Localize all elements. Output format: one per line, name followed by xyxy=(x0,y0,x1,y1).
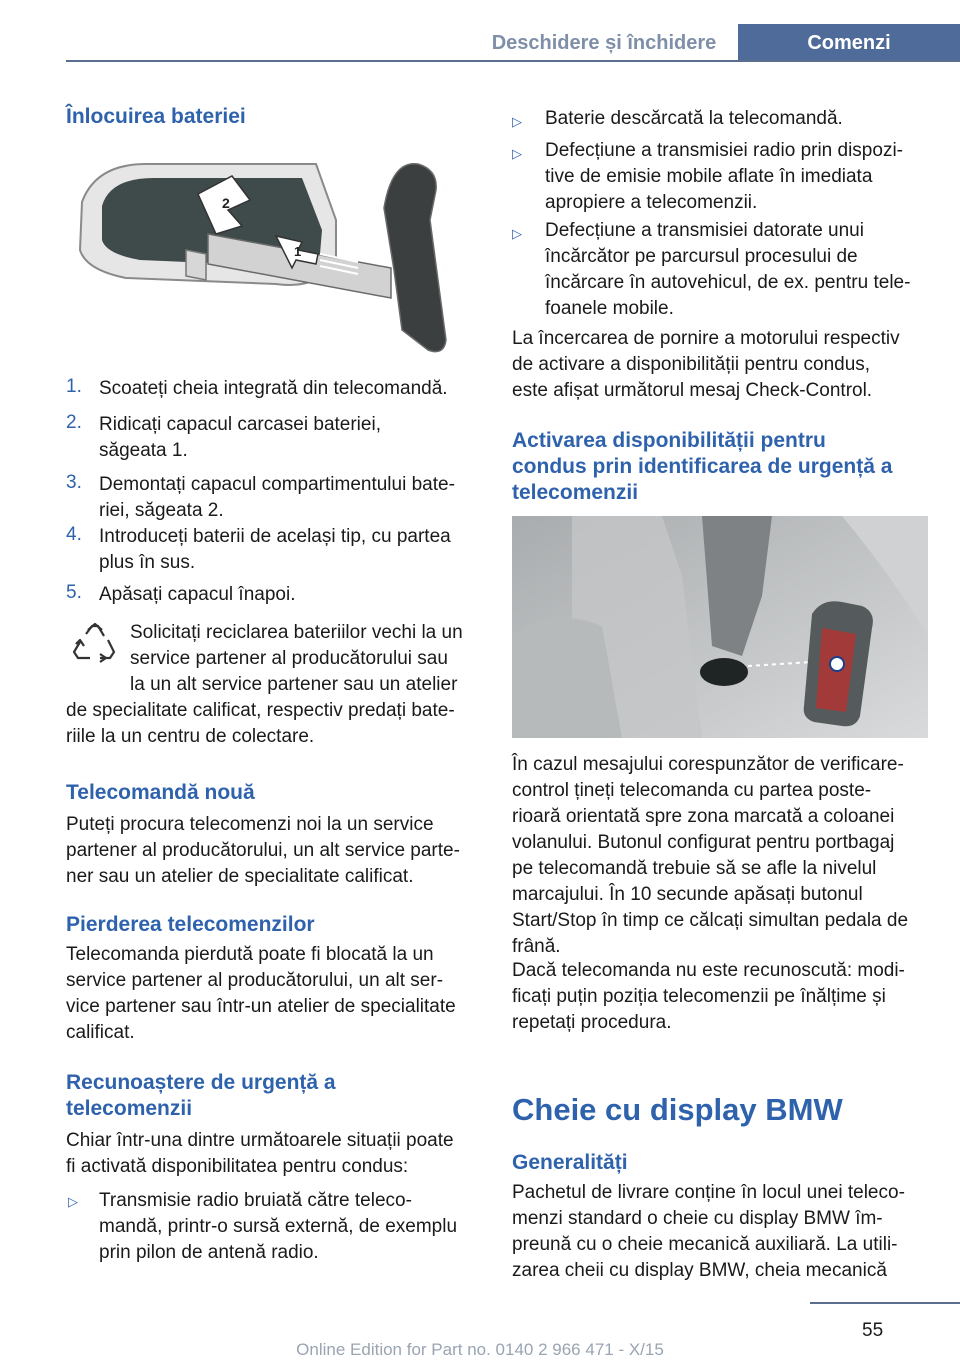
step-text: Introduceți baterii de același tip, cu partea plus în sus. xyxy=(99,526,451,573)
page-number: 55 xyxy=(862,1320,884,1341)
header-section-title: Deschidere și închidere xyxy=(491,32,717,54)
bullet-triangle-icon: ▷ xyxy=(512,146,522,161)
check-control-paragraph: La încercarea de pornire a motorului respectiv de activare a disponibilității pentru condus, este afișat următorul mesaj Check-Control. xyxy=(512,328,900,401)
emergency-detection-text: Chiar într-una dintre următoarele situații poate fi activată disponibilitatea pentru condus: xyxy=(66,1130,454,1177)
bullet-triangle-icon: ▷ xyxy=(512,226,522,241)
bullet-triangle-icon: ▷ xyxy=(512,114,522,129)
step-number: 3. xyxy=(66,472,82,493)
situation-bullet: Baterie descărcată la telecomandă. xyxy=(545,108,843,129)
new-remote-text: Puteți procura telecomenzi noi la un service partener al producătorului, un alt service parte‐ ner sau un atelier de specialitate calificat. xyxy=(66,814,460,887)
footer-edition: Online Edition for Part no. 0140 2 966 471 - X/15 xyxy=(296,1340,664,1359)
bullet-triangle-icon: ▷ xyxy=(68,1194,78,1209)
situation-bullet: Defecțiune a transmisiei radio prin dispozi‐ tive de emisie mobile aflate în imediata apropiere a telecomenzii. xyxy=(545,140,903,213)
step-text: Apăsați capacul înapoi. xyxy=(99,584,296,605)
header-rule xyxy=(66,60,960,62)
situation-bullet: Defecțiune a transmisiei datorate unui încărcător pe parcursul procesului de încărcare în autovehicul, de ex. pentru tele‐ foanele mobile. xyxy=(545,220,911,319)
emergency-detection-title: Recunoaștere de urgență a telecomenzii xyxy=(66,1071,336,1120)
page-number-rule xyxy=(810,1302,960,1304)
step-number: 4. xyxy=(66,524,82,545)
emergency-bullet: Transmisie radio bruiată către teleco‐ mandă, printr-o sursă externă, de exemplu prin pilon de antenă radio. xyxy=(99,1190,458,1263)
general-title: Generalități xyxy=(512,1151,628,1174)
step-number: 5. xyxy=(66,582,82,603)
not-recognized-paragraph: Dacă telecomanda nu este recunoscută: modi‐ ficați puțin poziția telecomenzii pe înălțime și repetați procedura. xyxy=(512,960,905,1033)
recycle-note: Solicitați reciclarea bateriilor vechi la un service partener al producătorului sau la un alt service partener sau un atelier xyxy=(130,622,463,695)
battery-replacement-illustration xyxy=(66,150,478,362)
activation-title: Activarea disponibilității pentru condus prin identificarea de urgență a telecomenzii xyxy=(512,429,893,504)
step-text: Ridicați capacul carcasei bateriei, săgeata 1. xyxy=(99,414,381,461)
svg-text:2: 2 xyxy=(222,195,230,211)
activation-paragraph: În cazul mesajului corespunzător de verificare- control țineți telecomanda cu partea poste‐ rioară orientată spre zona marcată a coloanei volanului. Butonul configurat pentru portbagaj pe telecomandă trebuie să se afle la nivelul marcajului. În 10 secunde apăsați butonul Start/Stop în timp ce călcați simultan pedala de frână. xyxy=(512,754,909,957)
battery-title: Înlocuirea bateriei xyxy=(66,105,246,128)
step-text: Scoateți cheia integrată din telecomandă. xyxy=(99,378,448,399)
lost-remote-title: Pierderea telecomenzilor xyxy=(66,913,315,936)
recycle-icon xyxy=(70,622,120,672)
display-key-title: Cheie cu display BMW xyxy=(512,1092,843,1127)
svg-text:1: 1 xyxy=(294,244,302,259)
step-text: Demontați capacul compartimentului bate‐ riei, săgeata 2. xyxy=(99,474,455,521)
general-paragraph: Pachetul de livrare conține în locul unei teleco‐ menzi standard o cheie cu display BMW îm‐ preună cu o cheie mecanică auxiliară. La utili‐ zarea cheii cu display BMW, cheia mecanică xyxy=(512,1182,905,1281)
steering-column-illustration xyxy=(512,516,928,738)
lost-remote-text: Telecomanda pierdută poate fi blocată la un service partener al producătorului, un alt ser‐ vice partener sau într-un atelier de specialitate calificat. xyxy=(66,944,456,1043)
new-remote-title: Telecomandă nouă xyxy=(66,781,255,804)
step-number: 2. xyxy=(66,412,82,433)
recycle-note-cont: de specialitate calificat, respectiv predați bate‐ riile la un centru de colectare. xyxy=(66,700,455,747)
header-chapter-tab: Comenzi xyxy=(738,24,960,62)
step-number: 1. xyxy=(66,376,82,397)
